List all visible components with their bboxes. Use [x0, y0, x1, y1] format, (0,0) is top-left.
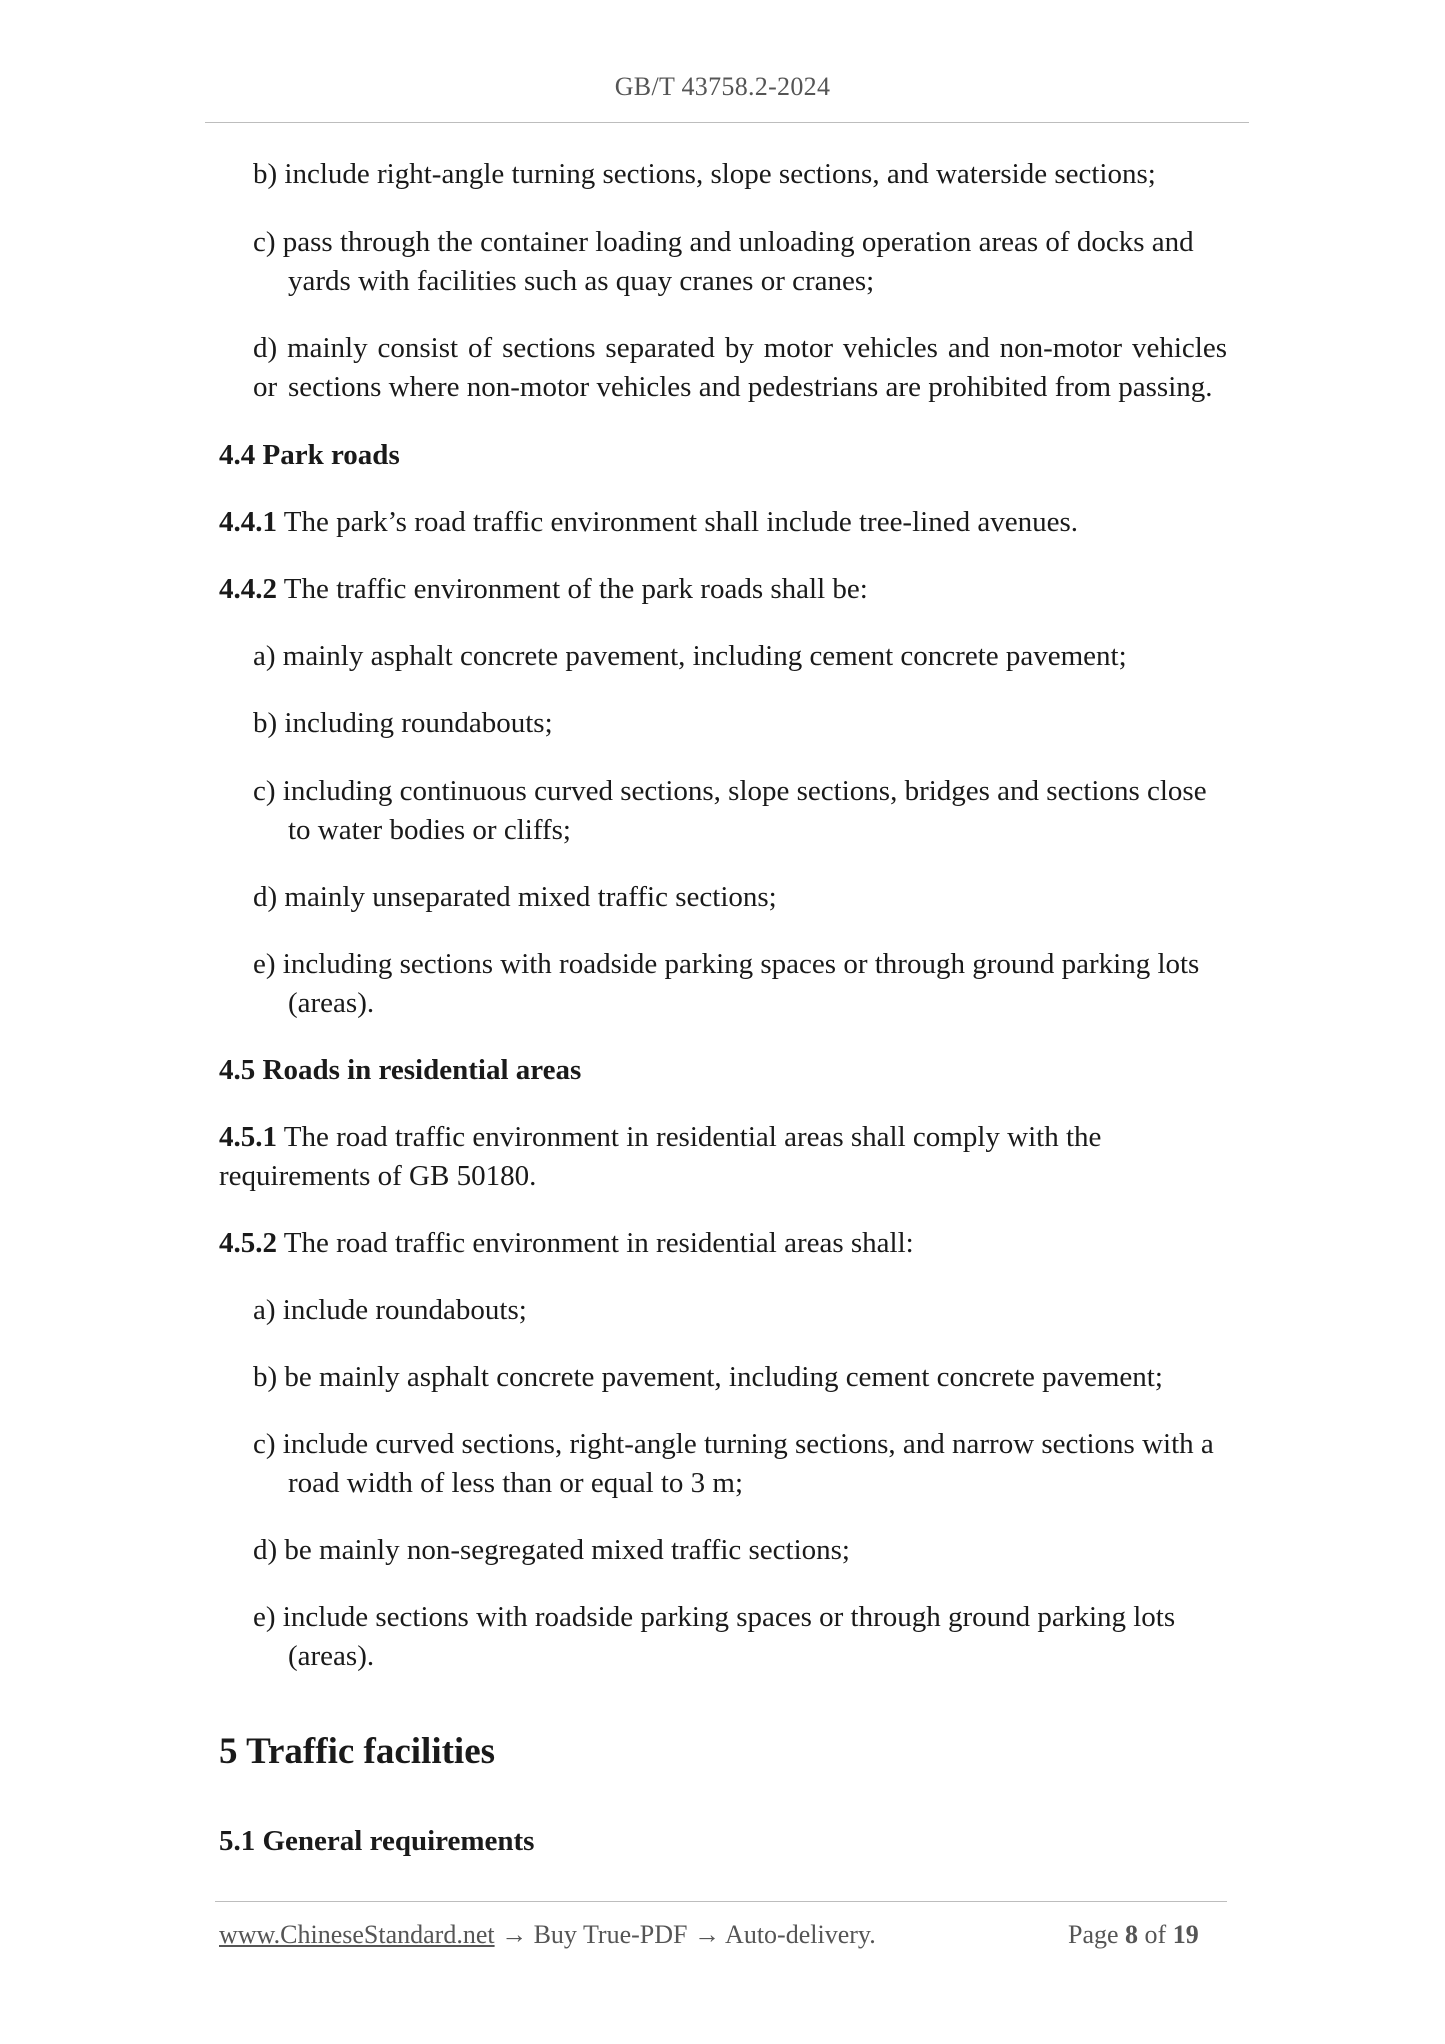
- page-label: Page: [1068, 1920, 1119, 1949]
- clause-text: The park’s road traffic environment shall include tree-lined avenues.: [283, 506, 1078, 538]
- list-item-4-3-b: b) include right-angle turning sections, slope sections, and waterside sections;: [253, 158, 1156, 190]
- list-item-4-3-d-line2: sections where non-motor vehicles and pedestrians are prohibited from passing.: [288, 371, 1213, 403]
- footer-promo: [219, 1920, 876, 1950]
- list-item-4-5-c-line1: c) include curved sections, right-angle turning sections, and narrow sections with a: [253, 1428, 1214, 1460]
- page-indicator: [1068, 1920, 1199, 1950]
- clause-text: The road traffic environment in residential areas shall:: [283, 1227, 914, 1259]
- list-item-4-5-d: d) be mainly non-segregated mixed traffic sections;: [253, 1534, 850, 1566]
- document-code-header: GB/T 43758.2-2024: [614, 72, 831, 101]
- list-item-4-4-c-line1: c) including continuous curved sections, slope sections, bridges and sections close: [253, 775, 1207, 807]
- clause-4-5-1-line1: [219, 1118, 1227, 1157]
- list-item-4-3-c-line1: c) pass through the container loading and unloading operation areas of docks and: [253, 226, 1194, 258]
- list-item-4-4-e-line1: e) including sections with roadside parking spaces or through ground parking lots: [253, 948, 1200, 980]
- list-item-4-3-c-line2: yards with facilities such as quay cranes or cranes;: [288, 265, 875, 297]
- clause-number: 4.5.2: [219, 1227, 277, 1259]
- footer-divider: [215, 1901, 1227, 1902]
- clause-4-4-1: [219, 503, 1078, 542]
- clause-number: 4.5.1: [219, 1121, 277, 1153]
- clause-text: The traffic environment of the park roads shall be:: [283, 573, 868, 605]
- list-item-4-5-c-line2: road width of less than or equal to 3 m;: [288, 1467, 744, 1499]
- list-item-4-5-a: a) include roundabouts;: [253, 1294, 527, 1326]
- promo-text: → Buy True-PDF → Auto-delivery.: [494, 1920, 876, 1949]
- site-link[interactable]: www.ChineseStandard.net: [219, 1920, 495, 1949]
- section-heading-4-4: 4.4 Park roads: [219, 439, 400, 471]
- list-item-4-4-e-line2: (areas).: [288, 987, 375, 1019]
- list-item-4-5-e-line1: e) include sections with roadside parking spaces or through ground parking lots: [253, 1601, 1176, 1633]
- clause-4-5-1-line2: requirements of GB 50180.: [219, 1160, 537, 1192]
- list-item-4-3-d-line1: d) mainly consist of sections separated by motor vehicles and non-motor vehicles or: [253, 332, 1227, 403]
- list-item-4-4-b: b) including roundabouts;: [253, 707, 553, 739]
- page-of: of: [1144, 1920, 1167, 1949]
- page-current: 8: [1125, 1920, 1139, 1949]
- section-heading-4-5: 4.5 Roads in residential areas: [219, 1054, 582, 1086]
- clause-number: 4.4.1: [219, 506, 277, 538]
- section-heading-5-1: 5.1 General requirements: [219, 1825, 535, 1857]
- page-total: 19: [1172, 1920, 1199, 1949]
- header-divider: [205, 122, 1249, 123]
- clause-text: The road traffic environment in residential areas shall comply with the: [283, 1121, 1102, 1153]
- clause-4-5-2: [219, 1224, 914, 1263]
- list-item-4-4-d: d) mainly unseparated mixed traffic sections;: [253, 881, 777, 913]
- list-item-4-5-b: b) be mainly asphalt concrete pavement, including cement concrete pavement;: [253, 1361, 1163, 1393]
- list-item-4-4-a: a) mainly asphalt concrete pavement, including cement concrete pavement;: [253, 640, 1127, 672]
- clause-4-4-2: [219, 570, 868, 609]
- list-item-4-5-e-line2: (areas).: [288, 1640, 375, 1672]
- clause-number: 4.4.2: [219, 573, 277, 605]
- list-item-4-4-c-line2: to water bodies or cliffs;: [288, 814, 571, 846]
- chapter-heading-5: 5 Traffic facilities: [219, 1731, 496, 1772]
